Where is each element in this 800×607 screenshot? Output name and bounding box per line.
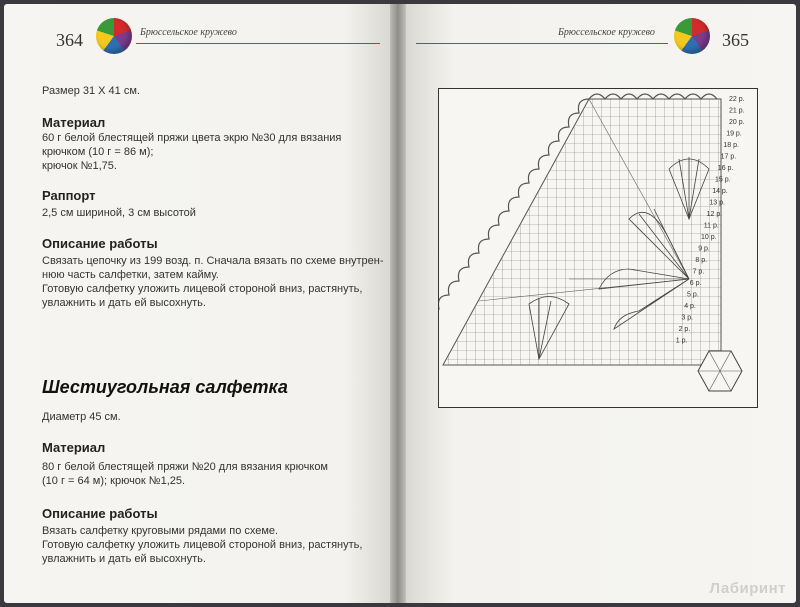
row-label: 2 р. bbox=[678, 326, 691, 333]
work-text bbox=[42, 254, 384, 310]
row-label: 15 р. bbox=[715, 176, 731, 184]
material-line: крючок №1,75. bbox=[42, 160, 117, 172]
work-line: увлажнить и дать ей высохнуть. bbox=[42, 553, 206, 565]
row-label: 17 р. bbox=[720, 153, 737, 161]
section-title: Шестиугольная салфетка bbox=[42, 377, 288, 397]
material-text-2 bbox=[42, 460, 328, 488]
left-running-head: Брюссельское кружево bbox=[140, 27, 237, 38]
material-heading-2: Материал bbox=[42, 440, 106, 455]
right-running-head: Брюссельское кружево bbox=[558, 27, 655, 38]
size-line: Размер 31 Х 41 см. bbox=[42, 85, 140, 97]
material-line: (10 г = 64 м); крючок №1,25. bbox=[42, 475, 186, 487]
material-line: 60 г белой блестящей пряжи цвета экрю №30 для вязания крючком (10 г = 86 м); bbox=[42, 132, 342, 158]
row-label: 13 р. bbox=[709, 199, 725, 207]
row-label: 16 р. bbox=[717, 165, 734, 172]
work-heading: Описание работы bbox=[42, 236, 158, 251]
work-text-2 bbox=[42, 524, 362, 566]
crochet-diagram bbox=[438, 88, 758, 408]
row-label: 18 р. bbox=[723, 142, 739, 149]
row-label: 5 р. bbox=[687, 291, 699, 299]
row-label: 12 р. bbox=[706, 211, 723, 218]
material-line: 80 г белой блестящей пряжи №20 для вязания крючком bbox=[42, 461, 328, 473]
row-label: 22 р. bbox=[729, 96, 745, 103]
right-header-rule bbox=[416, 43, 668, 44]
yarn-ball-icon bbox=[96, 18, 132, 54]
row-label: 8 р. bbox=[695, 257, 708, 264]
book-spine bbox=[390, 4, 406, 603]
left-page-number: 364 bbox=[56, 30, 83, 50]
row-label: 21 р. bbox=[729, 107, 745, 115]
crochet-chart-svg bbox=[439, 89, 757, 407]
work-heading-2: Описание работы bbox=[42, 506, 158, 521]
row-label: 9 р. bbox=[698, 245, 710, 253]
work-line: Связать цепочку из 199 возд. п. Сначала вязать по схеме внутрен- bbox=[42, 255, 384, 267]
row-label: 6 р. bbox=[689, 280, 702, 287]
left-header-rule bbox=[136, 43, 380, 44]
diameter-line: Диаметр 45 см. bbox=[42, 411, 121, 423]
row-label: 10 р. bbox=[701, 234, 717, 241]
work-line: Готовую салфетку уложить лицевой стороной вниз, растянуть, bbox=[42, 283, 363, 295]
work-line: Готовую салфетку уложить лицевой стороной вниз, растянуть, bbox=[42, 539, 363, 551]
row-label: 4 р. bbox=[684, 303, 696, 310]
row-label: 1 р. bbox=[675, 337, 688, 345]
work-line: нюю часть салфетки, затем кайму. bbox=[42, 269, 219, 281]
material-text bbox=[42, 131, 362, 173]
work-line: Вязать салфетку круговыми рядами по схеме. bbox=[42, 525, 279, 537]
material-heading: Материал bbox=[42, 115, 106, 130]
labirint-watermark: Лабиринт bbox=[709, 580, 786, 597]
row-label: 7 р. bbox=[692, 268, 705, 276]
yarn-ball-icon bbox=[674, 18, 710, 54]
rapport-heading: Раппорт bbox=[42, 188, 96, 203]
row-label: 20 р. bbox=[729, 119, 745, 126]
right-page-number: 365 bbox=[722, 30, 749, 50]
row-label: 3 р. bbox=[681, 314, 694, 322]
row-label: 14 р. bbox=[712, 188, 728, 195]
row-label: 19 р. bbox=[726, 130, 742, 138]
row-label: 11 р. bbox=[703, 222, 719, 230]
work-line: увлажнить и дать ей высохнуть. bbox=[42, 297, 206, 309]
rapport-text: 2,5 см шириной, 3 см высотой bbox=[42, 207, 196, 219]
